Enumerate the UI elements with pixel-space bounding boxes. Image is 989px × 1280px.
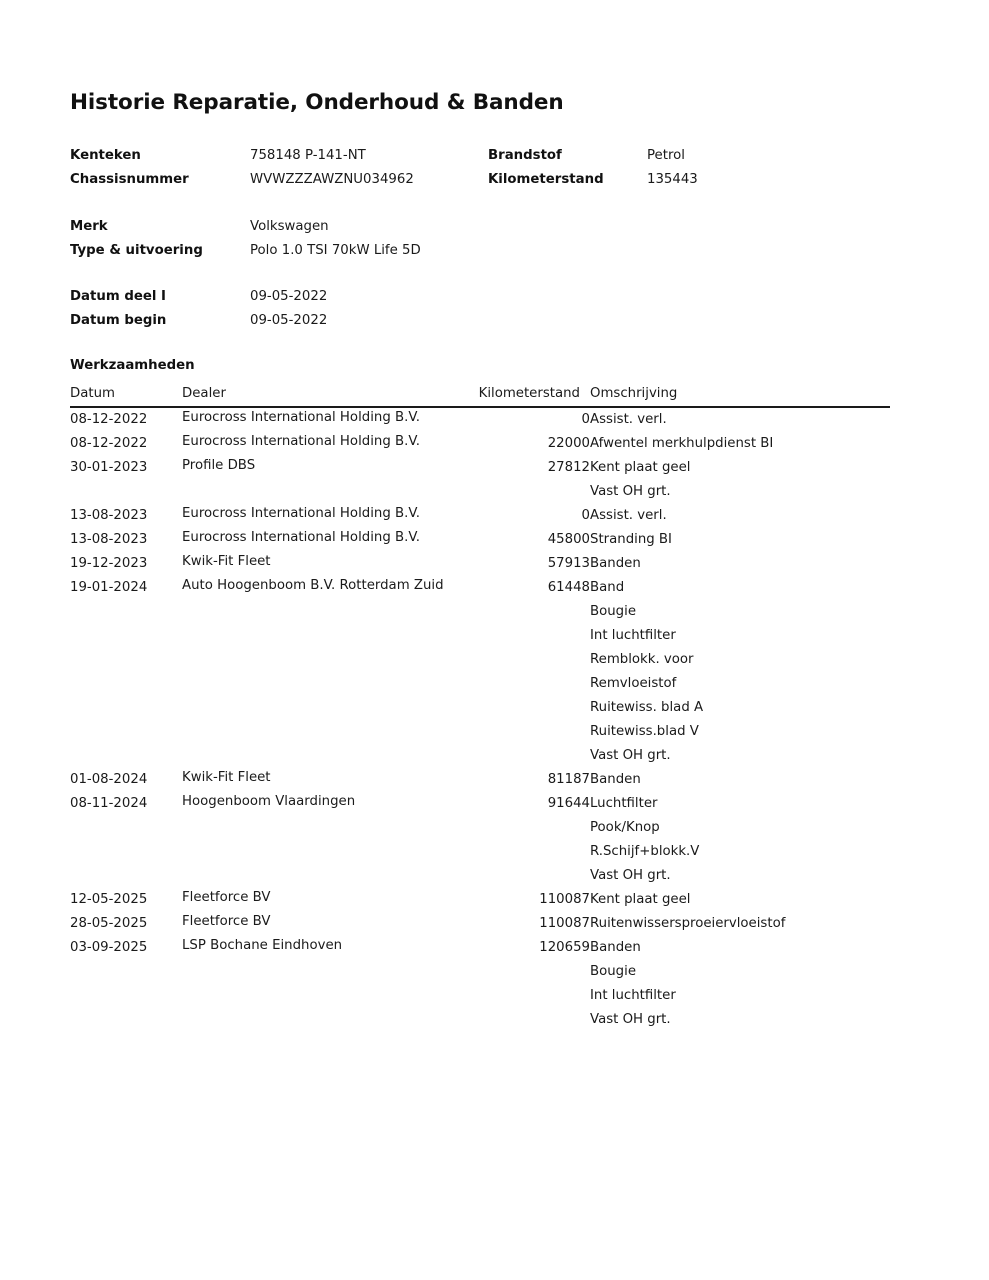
dealer-text: Kwik-Fit Fleet bbox=[182, 554, 271, 569]
cell-dealer bbox=[182, 576, 472, 768]
omschrijving-line: Vast OH grt. bbox=[590, 484, 671, 499]
table-row bbox=[70, 432, 890, 456]
omschrijving-line: Assist. verl. bbox=[590, 412, 667, 427]
info-pair-datum-begin bbox=[70, 313, 488, 328]
info-value-chassisnummer: WVWZZZAWZNU034962 bbox=[250, 172, 414, 187]
omschrijving-line: Ruitewiss.blad V bbox=[590, 724, 699, 739]
cell-datum: 01-08-2024 bbox=[70, 772, 148, 787]
column-header-kilometerstand: Kilometerstand bbox=[472, 386, 590, 407]
omschrijving-line: Band bbox=[590, 580, 625, 595]
omschrijving-line: Ruitenwissersproeiervloeistof bbox=[590, 916, 786, 931]
cell-omschrijving bbox=[590, 528, 890, 552]
table-row bbox=[70, 888, 890, 912]
info-value-datum-begin: 09-05-2022 bbox=[250, 313, 328, 328]
omschrijving-line: Banden bbox=[590, 772, 641, 787]
table-head bbox=[70, 386, 890, 407]
cell-omschrijving bbox=[590, 504, 890, 528]
table-row bbox=[70, 407, 890, 432]
cell-datum: 08-11-2024 bbox=[70, 796, 148, 811]
vehicle-info-group-dates bbox=[70, 289, 930, 337]
info-row bbox=[70, 219, 930, 243]
table-row bbox=[70, 768, 890, 792]
dealer-text: Eurocross International Holding B.V. bbox=[182, 506, 420, 521]
werkzaamheden-table-wrap bbox=[70, 386, 890, 1032]
cell-dealer bbox=[182, 456, 472, 504]
cell-omschrijving bbox=[590, 407, 890, 432]
dealer-text: Hoogenboom Vlaardingen bbox=[182, 794, 356, 809]
cell-omschrijving bbox=[590, 456, 890, 504]
omschrijving-line: Bougie bbox=[590, 604, 637, 619]
dealer-text: Eurocross International Holding B.V. bbox=[182, 530, 420, 545]
info-pair-kenteken bbox=[70, 148, 488, 163]
table-body bbox=[70, 407, 890, 1032]
spacer bbox=[70, 267, 930, 289]
cell-dealer bbox=[182, 936, 472, 1032]
dealer-text: Auto Hoogenboom B.V. Rotterdam Zuid bbox=[182, 578, 444, 593]
info-row bbox=[70, 172, 930, 196]
cell-kilometerstand: 110087 bbox=[539, 892, 590, 907]
cell-datum: 03-09-2025 bbox=[70, 940, 148, 955]
dealer-text: Fleetforce BV bbox=[182, 914, 271, 929]
info-pair-type-uitvoering bbox=[70, 243, 488, 258]
cell-dealer bbox=[182, 407, 472, 432]
omschrijving-line: Vast OH grt. bbox=[590, 748, 671, 763]
info-pair-brandstof bbox=[488, 148, 888, 163]
cell-omschrijving bbox=[590, 552, 890, 576]
cell-omschrijving bbox=[590, 888, 890, 912]
column-header-dealer: Dealer bbox=[182, 386, 472, 407]
info-label-kenteken: Kenteken bbox=[70, 148, 141, 163]
info-row bbox=[70, 243, 930, 267]
cell-dealer bbox=[182, 888, 472, 912]
omschrijving-line: Luchtfilter bbox=[590, 796, 658, 811]
info-value-datum-deel-i: 09-05-2022 bbox=[250, 289, 328, 304]
dealer-text: Eurocross International Holding B.V. bbox=[182, 410, 420, 425]
cell-kilometerstand: 91644 bbox=[547, 796, 590, 811]
info-label-datum-deel-i: Datum deel I bbox=[70, 289, 167, 304]
omschrijving-line: Kent plaat geel bbox=[590, 892, 691, 907]
cell-kilometerstand: 22000 bbox=[547, 436, 590, 451]
werkzaamheden-table bbox=[70, 386, 890, 1032]
cell-dealer bbox=[182, 552, 472, 576]
info-label-chassisnummer: Chassisnummer bbox=[70, 172, 189, 187]
dealer-text: Kwik-Fit Fleet bbox=[182, 770, 271, 785]
info-pair-datum-deel-i bbox=[70, 289, 488, 304]
omschrijving-line: Assist. verl. bbox=[590, 508, 667, 523]
table-header-row bbox=[70, 386, 890, 407]
table-row bbox=[70, 912, 890, 936]
cell-datum: 08-12-2022 bbox=[70, 436, 148, 451]
cell-datum: 13-08-2023 bbox=[70, 508, 148, 523]
cell-omschrijving bbox=[590, 912, 890, 936]
section-title-werkzaamheden: Werkzaamheden bbox=[70, 358, 195, 373]
info-row bbox=[70, 148, 930, 172]
table-row bbox=[70, 792, 890, 888]
cell-kilometerstand: 81187 bbox=[547, 772, 590, 787]
dealer-text: Fleetforce BV bbox=[182, 890, 271, 905]
cell-dealer bbox=[182, 528, 472, 552]
omschrijving-line: Int luchtfilter bbox=[590, 988, 676, 1003]
cell-dealer bbox=[182, 432, 472, 456]
info-label-brandstof: Brandstof bbox=[488, 148, 562, 163]
cell-dealer bbox=[182, 504, 472, 528]
omschrijving-line: Remvloeistof bbox=[590, 676, 677, 691]
cell-kilometerstand: 57913 bbox=[547, 556, 590, 571]
table-row bbox=[70, 528, 890, 552]
info-value-kenteken: 758148 P-141-NT bbox=[250, 148, 366, 163]
cell-datum: 13-08-2023 bbox=[70, 532, 148, 547]
omschrijving-line: Banden bbox=[590, 556, 641, 571]
cell-datum: 19-12-2023 bbox=[70, 556, 148, 571]
page-title: Historie Reparatie, Onderhoud & Banden bbox=[70, 90, 564, 115]
cell-kilometerstand: 0 bbox=[581, 508, 590, 523]
cell-omschrijving bbox=[590, 576, 890, 768]
omschrijving-line: Kent plaat geel bbox=[590, 460, 691, 475]
info-row bbox=[70, 313, 930, 337]
vehicle-info-block bbox=[70, 148, 930, 337]
cell-dealer bbox=[182, 768, 472, 792]
table-row bbox=[70, 552, 890, 576]
omschrijving-line: Ruitewiss. blad A bbox=[590, 700, 704, 715]
omschrijving-line: Int luchtfilter bbox=[590, 628, 676, 643]
spacer bbox=[70, 196, 930, 219]
omschrijving-line: Bougie bbox=[590, 964, 637, 979]
cell-kilometerstand: 45800 bbox=[547, 532, 590, 547]
cell-datum: 12-05-2025 bbox=[70, 892, 148, 907]
cell-omschrijving bbox=[590, 768, 890, 792]
info-value-brandstof: Petrol bbox=[647, 148, 685, 163]
vehicle-info-group-identification bbox=[70, 148, 930, 196]
dealer-text: Eurocross International Holding B.V. bbox=[182, 434, 420, 449]
table-row bbox=[70, 456, 890, 504]
cell-omschrijving bbox=[590, 432, 890, 456]
dealer-text: LSP Bochane Eindhoven bbox=[182, 938, 343, 953]
cell-kilometerstand: 110087 bbox=[539, 916, 590, 931]
dealer-text: Profile DBS bbox=[182, 458, 256, 473]
cell-omschrijving bbox=[590, 792, 890, 888]
column-header-omschrijving: Omschrijving bbox=[590, 386, 890, 407]
info-pair-kilometerstand bbox=[488, 172, 888, 187]
cell-kilometerstand: 27812 bbox=[547, 460, 590, 475]
cell-dealer bbox=[182, 912, 472, 936]
cell-omschrijving bbox=[590, 936, 890, 1032]
cell-datum: 19-01-2024 bbox=[70, 580, 148, 595]
omschrijving-line: Banden bbox=[590, 940, 641, 955]
info-label-datum-begin: Datum begin bbox=[70, 313, 167, 328]
omschrijving-line: Remblokk. voor bbox=[590, 652, 694, 667]
table-row bbox=[70, 504, 890, 528]
vehicle-info-group-model bbox=[70, 219, 930, 267]
info-row bbox=[70, 289, 930, 313]
cell-datum: 28-05-2025 bbox=[70, 916, 148, 931]
table-row bbox=[70, 936, 890, 1032]
cell-datum: 08-12-2022 bbox=[70, 412, 148, 427]
info-pair-chassisnummer bbox=[70, 172, 488, 187]
info-value-kilometerstand: 135443 bbox=[647, 172, 698, 187]
column-header-datum: Datum bbox=[70, 386, 182, 407]
omschrijving-line: Afwentel merkhulpdienst BI bbox=[590, 436, 774, 451]
omschrijving-line: Vast OH grt. bbox=[590, 1012, 671, 1027]
omschrijving-line: Pook/Knop bbox=[590, 820, 660, 835]
cell-dealer bbox=[182, 792, 472, 888]
omschrijving-line: R.Schijf+blokk.V bbox=[590, 844, 700, 859]
cell-kilometerstand: 61448 bbox=[547, 580, 590, 595]
info-label-merk: Merk bbox=[70, 219, 108, 234]
cell-datum: 30-01-2023 bbox=[70, 460, 148, 475]
omschrijving-line: Stranding BI bbox=[590, 532, 672, 547]
info-value-merk: Volkswagen bbox=[250, 219, 329, 234]
info-pair-merk bbox=[70, 219, 488, 234]
info-label-type-uitvoering: Type & uitvoering bbox=[70, 243, 203, 258]
cell-kilometerstand: 0 bbox=[581, 412, 590, 427]
info-label-kilometerstand: Kilometerstand bbox=[488, 172, 604, 187]
omschrijving-line: Vast OH grt. bbox=[590, 868, 671, 883]
cell-kilometerstand: 120659 bbox=[539, 940, 590, 955]
table-row bbox=[70, 576, 890, 768]
info-value-type-uitvoering: Polo 1.0 TSI 70kW Life 5D bbox=[250, 243, 421, 258]
